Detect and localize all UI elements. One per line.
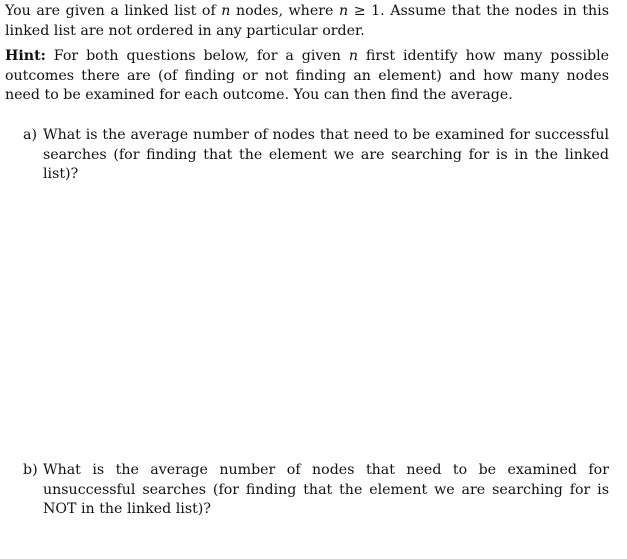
question-a [23,126,609,185]
hint-label: Hint: [5,48,46,64]
intro-text-2: nodes, where [230,3,339,19]
question-text: What is the average number of nodes that need to be examined for unsuccessful searches (for finding that the element we are searching for is NOT in the linked list)? [43,462,609,517]
question-text: What is the average number of nodes that need to be examined for successful searches (for finding that the element we are searching for is in the linked list)? [43,127,609,182]
variable-n: n [221,3,231,19]
question-marker: a) [23,127,37,143]
question-marker: b) [23,462,38,478]
hint-paragraph [5,47,609,106]
variable-n: n [338,3,349,19]
variable-n: n [348,48,358,64]
hint-text-1: For both questions below, for a given [45,48,349,64]
hint-text-2: first identify how many possible outcomes there are (of finding or not finding an element) and how many nodes need to be examined for each outcome. You can then find the average. [5,48,609,103]
question-b [23,461,609,520]
intro-text-3: ≥ 1. Assume that the nodes in this linked list are not ordered in any particular order. [5,3,609,39]
intro-paragraph [5,2,609,41]
intro-text-1: You are given a linked list of [5,3,222,19]
